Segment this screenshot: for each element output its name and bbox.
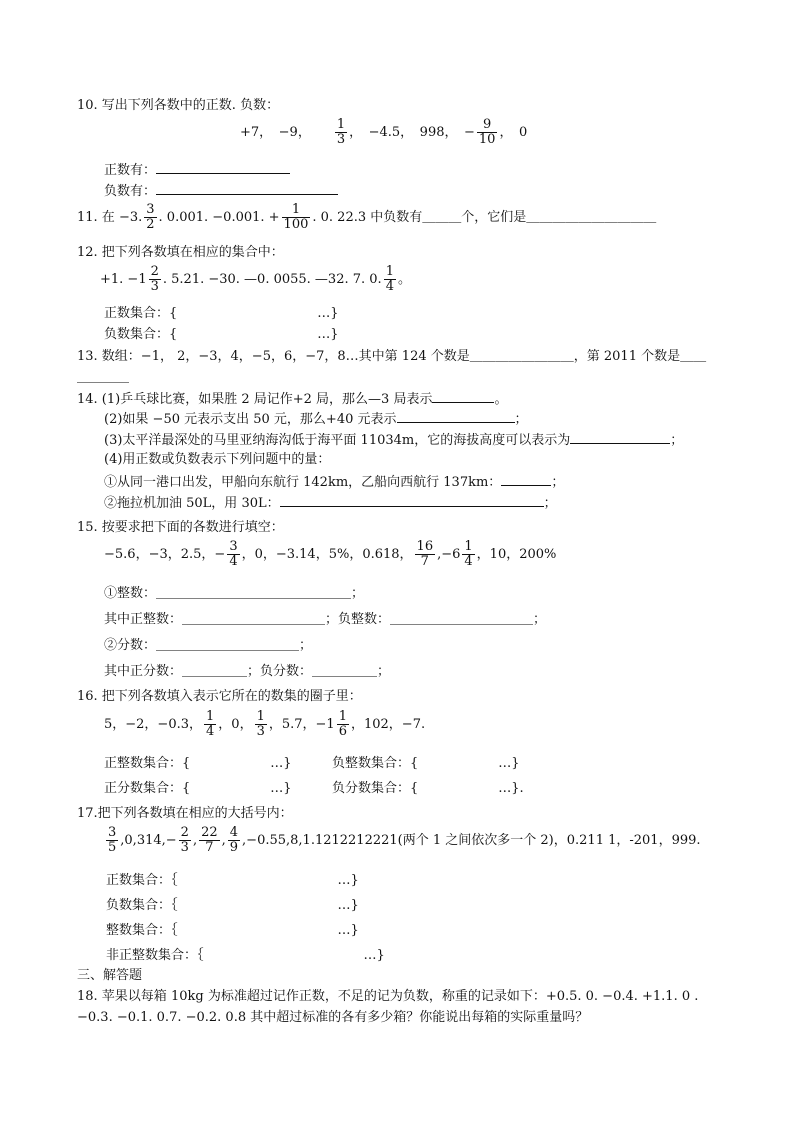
text-segment: 整数集合：｛ [106,923,178,938]
numerator: 3 [108,825,117,840]
fraction [149,265,161,294]
q17-integer-set [106,923,359,939]
numerator: 16 [416,539,434,554]
fraction [462,540,474,569]
text-segment: …} [317,306,339,321]
text-segment: +7， −9， [240,125,311,140]
text-segment: ， −4.5， 998， − [349,125,475,140]
q17-positive-set [106,873,359,889]
text-segment: ，10，200% [476,547,557,562]
answer-blank[interactable] [280,494,544,507]
text-segment: 。 [494,392,508,407]
answer-blank[interactable] [156,182,338,195]
text-segment: −5.6，−3，2.5，− [104,547,226,562]
text-segment: ,−6 [437,547,461,562]
text-segment: ，5.7，−1 [268,717,335,732]
text-segment: ； [551,475,565,490]
text-segment: 正分数集合：{ [104,781,191,796]
fraction [415,540,436,569]
denominator: 3 [180,840,189,855]
text-segment: ，0，−3.14，5%，0.618， [241,547,413,562]
denominator: 10 [478,132,496,147]
numerator: 2 [180,825,189,840]
q10-positive-row [104,161,290,179]
fraction [337,710,349,739]
denominator: 4 [464,554,473,569]
text-segment: …} [317,327,339,342]
text-segment: …} [337,898,359,913]
fraction [106,826,118,855]
denominator: 4 [385,279,394,294]
denominator: 2 [146,217,155,232]
text-segment: 负数有： [104,184,157,199]
numerator: 9 [477,118,498,133]
q12-numbers [100,265,411,294]
numerator: 2 [150,264,159,279]
text-segment: …} [498,756,520,771]
answer-blank[interactable] [570,431,670,444]
q14-line6 [104,494,557,512]
q13-line2: ＿＿＿＿ [77,370,130,385]
q10-negative-row [104,182,338,200]
q11-line [77,203,656,232]
section-heading: 三、解答题 [77,968,143,983]
text-segment: 。 [397,272,411,287]
q15-title: 15. 按要求把下面的各数进行填空： [77,520,284,535]
fraction [199,826,220,855]
denominator: 100 [283,217,309,232]
text-segment: . 0. 22.3 中负数有＿＿＿个，它们是＿＿＿＿＿＿＿＿＿＿ [312,210,657,225]
text-segment: 负数集合：{ [104,327,178,342]
text-segment: ，102，−7. [350,717,426,732]
q16-neg-int-set [332,756,520,772]
text-segment: ； [514,412,528,427]
text-segment: …} [363,948,385,963]
fraction [227,540,239,569]
text-segment: …}. [498,781,524,796]
numerator: 1 [282,203,311,218]
q15-numbers [104,540,556,569]
fraction [282,203,311,232]
fraction [228,826,240,855]
q14-line1 [77,390,507,408]
q16-pos-int-set [104,756,292,772]
numerator: 1 [338,709,347,724]
text-segment: 负数集合：｛ [106,898,178,913]
text-segment: (3)太平洋最深处的马里亚纳海沟低于海平面 11034m，它的海拔高度可以表示为 [104,433,571,448]
q12-positive-set [104,306,339,322]
answer-blank[interactable] [156,161,290,174]
fraction [255,710,267,739]
text-segment: …} [270,756,292,771]
text-segment: 非正整数集合：｛ [106,948,204,963]
q16-neg-frac-set [332,781,524,797]
text-segment: ， 0 [499,125,528,140]
numerator: 3 [146,202,155,217]
text-segment: . 0.001. −0.001. + [158,210,280,225]
q12-title: 12. 把下列各数填在相应的集合中： [77,245,284,260]
numerator: 1 [464,539,473,554]
numerator: 1 [336,117,346,132]
q16-title: 16. 把下列各数填入表示它所在的数集的圈子里： [77,689,362,704]
q17-title: 17.把下列各数填在相应的大括号内： [77,806,293,821]
fraction [477,118,498,147]
text-segment: 负整数集合：{ [332,756,419,771]
q15-fraction-sub: 其中正分数：＿＿＿＿＿；负分数：＿＿＿＿＿； [104,664,391,679]
text-segment: (2)如果 −50 元表示支出 50 元，那么+40 元表示 [104,412,397,427]
text-segment: 14. (1)乒乓球比赛，如果胜 2 局记作+2 局，那么—3 局表示 [77,392,433,407]
text-segment: . 5.21. −30. —0. 0055. —32. 7. 0. [162,272,382,287]
denominator: 7 [205,840,214,855]
text-segment: +1. −1 [100,272,147,287]
fraction [144,203,156,232]
q14-line5 [104,473,564,491]
q18-line2: −0.3. −0.1. 0.7. −0.2. 0.8 其中超过标准的各有多少箱？你能说出每箱的实际重量吗？ [77,1010,589,1025]
q14-line2 [104,410,528,428]
q15-integer-line: ①整数：＿＿＿＿＿＿＿＿＿＿＿＿＿＿＿； [104,586,365,601]
text-segment: 5，−2，−0.3， [104,717,203,732]
denominator: 3 [256,724,265,739]
q12-negative-set [104,327,339,343]
answer-blank[interactable] [397,410,515,423]
text-segment: ； [543,496,557,511]
text-segment: 正整数集合：{ [104,756,191,771]
denominator: 4 [229,554,238,569]
q17-nonpositive-int-set [106,948,385,964]
denominator: 5 [108,840,117,855]
q18-line1: 18. 苹果以每箱 10kg 为标准超过记作正数，不足的记为负数，称重的记录如下：+0.5. 0. −0.4. +1.1. 0 . [77,989,699,1004]
denominator: 3 [150,279,159,294]
numerator: 22 [201,825,218,840]
text-segment: …} [337,923,359,938]
answer-blank[interactable] [501,473,551,486]
numerator: 3 [229,539,238,554]
q14-line3 [104,431,683,449]
numerator: 1 [256,709,265,724]
fraction [179,826,191,855]
text-segment: ②拖拉机加油 50L，用 30L： [104,496,280,511]
q10-title: 10. 写出下列各数中的正数. 负数： [77,98,280,113]
text-segment: 负分数集合：{ [332,781,419,796]
denominator: 7 [420,554,429,569]
q15-fraction-line: ②分数：＿＿＿＿＿＿＿＿＿＿＿； [104,638,313,653]
fraction [335,118,347,147]
q16-pos-frac-set [104,781,292,797]
text-segment: 正数有： [104,163,157,178]
denominator: 3 [336,132,346,147]
text-segment: …} [337,873,359,888]
text-segment: ,0,314,− [120,833,177,848]
q17-numbers [104,826,701,855]
text-segment: ,−0.55,8,1.1212212221(两个 1 之间依次多一个 2)，0.211 1，-201，999. [242,833,701,848]
numerator: 1 [385,264,394,279]
denominator: 6 [338,724,347,739]
fraction [204,710,216,739]
fraction [384,265,396,294]
text-segment: ； [670,433,684,448]
q13-line1: 13. 数组：−1， 2，−3，4，−5，6，−7，8…其中第 124 个数是＿＿＿＿＿＿＿＿，第 2011 个数是＿＿ [77,349,707,364]
text-segment: 正数集合：｛ [106,873,178,888]
q17-negative-set [106,898,359,914]
text-segment: 11. 在 −3. [77,210,143,225]
numerator: 1 [206,709,215,724]
numerator: 4 [229,825,239,840]
text-segment: …} [270,781,292,796]
text-segment: , [192,833,198,848]
q14-line4: (4)用正数或负数表示下列问题中的量： [104,452,331,467]
text-segment: ，0， [218,717,253,732]
text-segment: , [221,833,226,848]
denominator: 9 [229,840,239,855]
q10-numbers [240,118,527,147]
q16-numbers [104,710,425,739]
q15-integer-sub: 其中正整数：＿＿＿＿＿＿＿＿＿＿＿；负整数：＿＿＿＿＿＿＿＿＿＿＿； [104,612,547,627]
denominator: 4 [206,724,215,739]
text-segment: ①从同一港口出发，甲船向东航行 142km，乙船向西航行 137km： [104,475,502,490]
answer-blank[interactable] [432,390,494,403]
text-segment: 正数集合：{ [104,306,178,321]
